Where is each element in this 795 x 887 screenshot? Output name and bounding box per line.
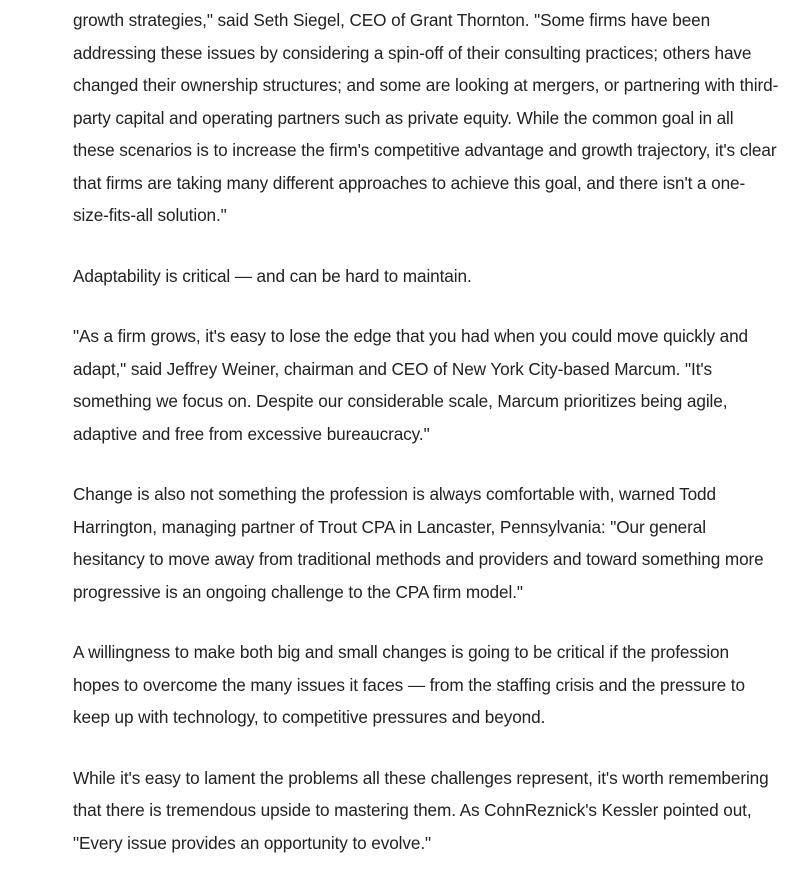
paragraph-harrington-quote: Change is also not something the profession is always comfortable with, warned Todd Harrington, managing partner of Trout CPA in Lancaster, Pennsylvania: "Our general hesitancy to move away from traditional methods and providers and toward something more progressive is an ongoing challenge to the CPA firm model." — [73, 484, 764, 602]
paragraph-growth-strategies: growth strategies," said Seth Siegel, CEO of Grant Thornton. "Some firms have been addressing these issues by considering a spin-off of their consulting practices; others have changed their ownership structures; and some are looking at mergers, or partnering with third-party capital and operating partners such as private equity. While the common goal in all these scenarios is to increase the firm's competitive advantage and growth trajectory, it's clear that firms are taking many different approaches to achieve this goal, and there isn't a one-size-fits-all solution." — [73, 10, 779, 225]
paragraph-weiner-quote: "As a firm grows, it's easy to lose the edge that you had when you could move quickly and adapt," said Jeffrey Weiner, chairman and CEO of New York City-based Marcum. "It's something we focus on. Despite our considerable scale, Marcum prioritizes being agile, adaptive and free from excessive bureaucracy." — [73, 326, 748, 444]
paragraph-willingness: A willingness to make both big and small changes is going to be critical if the profession hopes to overcome the many issues it faces — from the staffing crisis and the pressure to keep up with technology, to competitive pressures and beyond. — [73, 642, 745, 727]
paragraph-adaptability: Adaptability is critical — and can be hard to maintain. — [73, 265, 472, 286]
article-body — [73, 4, 779, 887]
paragraph-kessler-quote: While it's easy to lament the problems all these challenges represent, it's worth remembering that there is tremendous upside to mastering them. As CohnReznick's Kessler pointed out, "Every issue provides an opportunity to evolve." — [73, 767, 769, 853]
